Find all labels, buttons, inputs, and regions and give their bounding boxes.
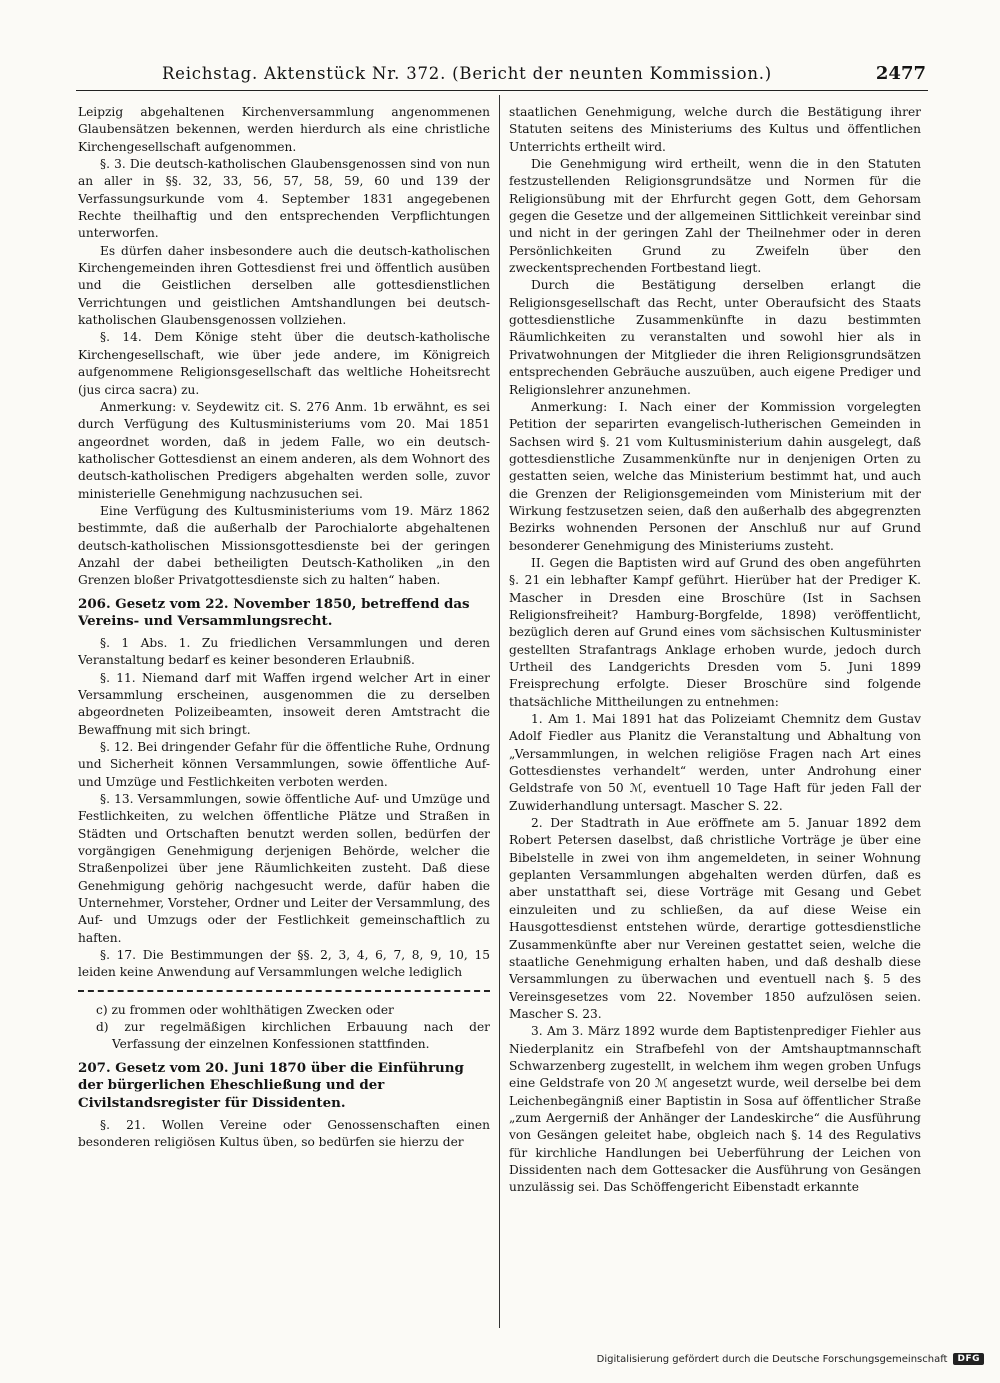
paragraph: II. Gegen die Baptisten wird auf Grund des oben angeführten §. 21 ein lebhafter Kampf geführt. Hierüber hat der Prediger K. Mascher in Dresden eine Broschüre (Ist in Sachsen Religionsfreiheit? Hamburg-Borgfelde, 1898) veröffentlicht, bezüglich deren auf Grund eines vom sächsischen Kultusminister gestellten Strafantrags Anklage erhoben wurde, jedoch durch Urtheil des Landgerichts Dresden vom 5. Juni 1899 Freisprechung erfolgte. Dieser Broschüre sind folgende thatsächliche Mittheilungen zu entnehmen:	[509, 555, 921, 709]
paragraph: §. 1 Abs. 1. Zu friedlichen Versammlungen und deren Veranstaltung bedarf es keiner besonderen Erlaubniß.	[78, 635, 490, 668]
page-header	[76, 60, 928, 91]
right-column	[509, 104, 921, 1328]
list-item: d) zur regelmäßigen kirchlichen Erbauung nach der Verfassung der einzelnen Konfessionen stattfinden.	[96, 1020, 490, 1052]
paragraph: 3. Am 3. März 1892 wurde dem Baptistenprediger Fiehler aus Niederplanitz ein Strafbefehl von der Amtshauptmannschaft Schwarzenberg zugestellt, in welchem ihm wegen groben Unfugs eine Geldstrafe von 20 ℳ angesetzt wurde, weil derselbe bei dem Leichenbegängniß einer Baptistin in Sosa auf öffentlicher Straße „zum Aergerniß der Anhänger der Landeskirche“ die Ausführung von Gesängen geleitet habe, obgleich nach §. 14 des Regulativs für kirchliche Handlungen bei Ueberführung der Leichen von Dissidenten nach dem Gottesacker die Ausführung von Gesängen unzulässig sei. Das Schöffengericht Eibenstadt erkannte	[509, 1024, 921, 1195]
paragraph: §. 13. Versammlungen, sowie öffentliche Auf- und Umzüge und Festlichkeiten, zu welchen öffentliche Plätze und Straßen in Städten und Ortschaften benutzt werden sollen, bedürfen der vorgängigen Genehmigung derjenigen Behörde, welcher die Straßenpolizei über jene Räumlichkeiten zusteht. Daß diese Genehmigung gehörig nachgesucht werde, dafür haben die Unternehmer, Vorsteher, Ordner und Leiter der Versammlung, des Auf- und Umzugs oder der Festlichkeit gemeinschaftlich zu haften.	[78, 791, 490, 945]
list-item: c) zu frommen oder wohlthätigen Zwecken oder	[96, 1002, 394, 1017]
paragraph: Durch die Bestätigung derselben erlangt die Religionsgesellschaft das Recht, unter Oberaufsicht des Staats gottesdienstliche Zusammenkünfte in dazu bestimmten Räumlichkeiten zu veranstalten und sowohl hier als in Privatwohnungen der Mitglieder die ihren Religionsgrundsätzen entsprechenden Gebräuche auszuüben, auch eigene Prediger und Religionslehrer anzunehmen.	[509, 278, 921, 397]
footer-text: Digitalisierung gefördert durch die Deutsche Forschungsgemeinschaft	[596, 1353, 948, 1365]
paragraph: §. 3. Die deutsch-katholischen Glaubensgenossen sind von nun an aller in §§. 32, 33, 56, 57, 58, 59, 60 und 139 der Verfassungsurkunde vom 4. September 1831 angegebenen Rechte theilhaftig und den entsprechenden Verpflichtungen unterworfen.	[78, 157, 490, 241]
paragraph: §. 17. Die Bestimmungen der §§. 2, 3, 4, 6, 7, 8, 9, 10, 15 leiden keine Anwendung auf Versammlungen welche lediglich	[78, 948, 490, 980]
paragraph: Leipzig abgehaltenen Kirchenversammlung angenommenen Glaubensätzen bekennen, werden hierdurch als eine christliche Kirchengesellschaft aufgenommen.	[78, 105, 490, 154]
paragraph: Die Genehmigung wird ertheilt, wenn die in den Statuten festzustellenden Religionsgrundsätze und Normen für die Religionsübung mit der Ehrfurcht gegen Gott, dem Gehorsam gegen die Gesetze und der allgemeinen Sittlichkeit vereinbar sind und nicht in der geringen Zahl der Theilnehmer oder in deren Persönlichkeiten Grund zu Zweifeln über den zweckentsprechenden Fortbestand liegt.	[509, 157, 921, 276]
paragraph: 2. Der Stadtrath in Aue eröffnete am 5. Januar 1892 dem Robert Petersen daselbst, daß christliche Vorträge je über eine Bibelstelle in zwei von ihm angemeldeten, in seiner Wohnung geplanten Versammlungen abgehalten werden dürfen, daß es aber unstatthaft sei, diese Vorträge mit Gesang und Gebet einzuleiten und zu schließen, da auf diese Weise ein Hausgottesdienst entstehen würde, derartige gottesdienstliche Zusammenkünfte aber nur Vereinen gestattet seien, welche die staatliche Genehmigung erhalten haben, und daß deshalb diese Versammlungen zu überwachen und eventuell nach §. 5 des Vereinsgesetzes vom 22. November 1850 aufzulösen seien. Mascher S. 23.	[509, 816, 921, 1021]
digitization-footer	[597, 1353, 984, 1365]
paragraph: §. 11. Niemand darf mit Waffen irgend welcher Art in einer Versammlung erscheinen, ausgenommen die zu derselben abgeordneten Polizeibeamten, insoweit deren Amtstracht die Bewaffnung mit sich bringt.	[78, 670, 490, 737]
column-divider	[499, 95, 500, 1328]
section-heading-207: 207. Gesetz vom 20. Juni 1870 über die Einführung der bürgerlichen Eheschließung und der Civilstandsregister für Dissidenten.	[78, 1059, 464, 1111]
running-title: Reichstag. Aktenstück Nr. 372. (Bericht der neunten Kommission.)	[161, 64, 773, 83]
annotation-paragraph: Anmerkung: I. Nach einer der Kommission vorgelegten Petition der separirten evangelisch-lutherischen Gemeinden in Sachsen wird §. 21 vom Kultusministerium dahin ausgelegt, daß gottesdienstliche Zusammenkünfte nur in denjenigen Orten zu gestatten seien, welche das Ministerium bestimmt hat, und auch die Grenzen der Religionsgemeinden vom Ministerium mit der Wirkung festzusetzen seien, daß den außerhalb des abgegrenzten Bezirks wohnenden Personen der Anschluß nur auf Grund besonderer Genehmigung des Ministeriums zusteht.	[509, 399, 921, 553]
paragraph: §. 12. Bei dringender Gefahr für die öffentliche Ruhe, Ordnung und Sicherheit können Versammlungen, sowie öffentliche Auf- und Umzüge und Festlichkeiten verboten werden.	[78, 739, 490, 789]
annotation-paragraph: Anmerkung: v. Seydewitz cit. S. 276 Anm. 1b erwähnt, es sei durch Verfügung des Kultusministeriums vom 20. Mai 1851 angeordnet worden, daß in jedem Falle, wo ein deutsch-katholischer Gottesdienst an einem anderen, als dem Wohnort des deutsch-katholischen Predigers abgehalten werden solle, zuvor ministerielle Genehmigung nachzusuchen sei.	[78, 399, 490, 501]
dashed-rule	[78, 990, 490, 992]
section-heading-206: 206. Gesetz vom 22. November 1850, betreffend das Vereins- und Versammlungsrecht.	[78, 595, 470, 630]
paragraph: Es dürfen daher insbesondere auch die deutsch-katholischen Kirchengemeinden ihren Gottesdienst frei und öffentlich ausüben und die Geistlichen derselben alle gottesdienstlichen Verrichtungen und geistlichen Amtshandlungen bei deutsch-katholischen Glaubensgenossen vollziehen.	[78, 243, 490, 328]
paragraph: Eine Verfügung des Kultusministeriums vom 19. März 1862 bestimmte, daß die außerhalb der Parochialorte abgehaltenen deutsch-katholischen Missionsgottesdienste bei der geringen Anzahl der dabei betheiligten Deutsch-Katholiken „in den Grenzen bloßer Privatgottesdienste sich zu halten“ haben.	[78, 503, 490, 588]
left-column	[78, 104, 490, 1328]
page-number: 2477	[875, 63, 926, 84]
paragraph: §. 21. Wollen Vereine oder Genossenschaften einen besonderen religiösen Kultus üben, so bedürfen sie hierzu der	[78, 1117, 490, 1149]
dfg-logo: DFG	[953, 1353, 984, 1365]
paragraph: staatlichen Genehmigung, welche durch die Bestätigung ihrer Statuten seitens des Ministeriums des Kultus und öffentlichen Unterrichts ertheilt wird.	[509, 105, 921, 154]
paragraph: 1. Am 1. Mai 1891 hat das Polizeiamt Chemnitz dem Gustav Adolf Fiedler aus Planitz die Veranstaltung und Abhaltung von „Versammlungen, in welchen religiöse Fragen nach Art eines Gottesdienstes verhandelt“ werden, unter Androhung einer Geldstrafe von 50 ℳ, eventuell 10 Tage Haft für jeden Fall der Zuwiderhandlung untersagt. Mascher S. 22.	[509, 712, 921, 813]
paragraph: §. 14. Dem Könige steht über die deutsch-katholische Kirchengesellschaft, wie über jede andere, im Königreich aufgenommene Religionsgesellschaft das weltliche Hoheitsrecht (jus circa sacra) zu.	[78, 330, 490, 397]
